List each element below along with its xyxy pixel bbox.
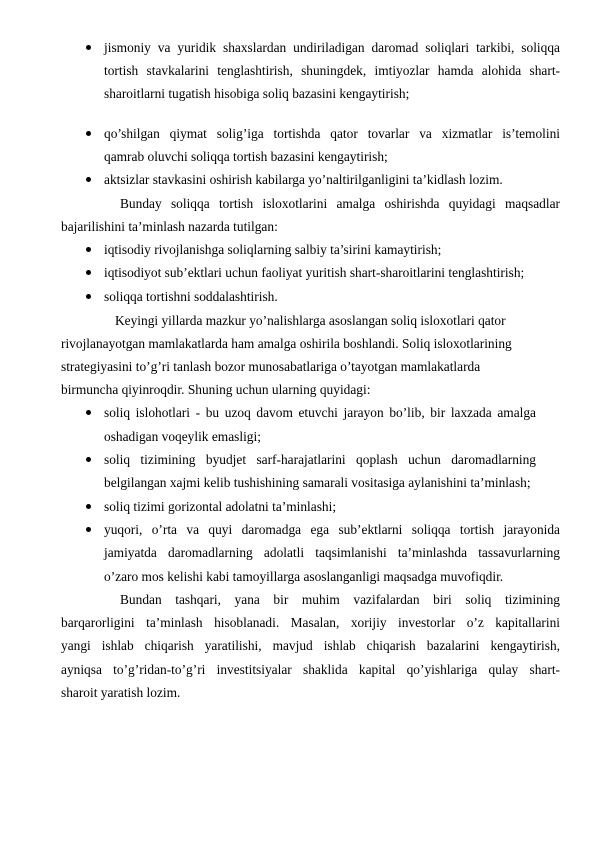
paragraph-3-line-1: Bundan tashqari, yana bir muhim vazifalardan biri soliq tizimining [120,592,560,607]
bullet-10-line-3: o’zaro mos kelishi kabi tamoyillarga asoslanganligi maqsadga muvofiqdir. [104,569,504,584]
paragraph-1-line-2: bajarilishini ta’minlash nazarda tutilgan: [61,219,278,234]
bullet-7-line-2: oshadigan voqeylik emasligi; [104,429,261,444]
bullet-icon [86,504,91,509]
bullet-1-line-1: jismoniy va yuridik shaxslardan undiriladigan daromad soliqlari tarkibi, soliqqa [104,40,560,55]
bullet-10-line-2: jamiyatda daromadlarning adolatli taqsimlanishi ta’minlashda tassavurlarning [104,545,560,560]
bullet-icon [86,177,91,182]
bullet-icon [86,131,91,136]
paragraph-2-line-2: rivojlanayotgan mamlakatlarda ham amalga oshirila boshlandi. Soliq isloxotlarining [61,336,512,351]
bullet-icon [86,457,91,462]
bullet-6-line-1: soliqqa tortishni soddalashtirish. [104,289,278,304]
bullet-icon [86,527,91,532]
bullet-icon [86,294,91,299]
bullet-1-line-2: tortish stavkalarini tenglashtirish, shuningdek, imtiyozlar hamda alohida shart- [104,63,560,78]
paragraph-2-line-3: strategiyasini to’g’ri tanlash bozor munosabatlariga o’tayotgan mamlakatlarda [61,359,481,374]
bullet-4-line-1: iqtisodiy rivojlanishga soliqlarning salbiy ta’sirini kamaytirish; [104,242,442,257]
bullet-2-line-2: qamrab oluvchi soliqqa tortish bazasini kengaytirish; [104,149,388,164]
paragraph-2-line-1: Keyingi yillarda mazkur yo’nalishlarga asoslangan soliq isloxotlari qator [115,313,506,328]
paragraph-1-line-1: Bunday soliqqa tortish isloxotlarini amalga oshirishda quyidagi maqsadlar [120,196,560,211]
bullet-8-line-1: soliq tizimining byudjet sarf-harajatlarini qoplash uchun daromadlarning [104,452,536,467]
bullet-icon [86,410,91,415]
bullet-icon [86,247,91,252]
bullet-8-line-2: belgilangan xajmi kelib tushishining samarali vositasiga aylanishini ta’minlash; [104,475,531,490]
bullet-2-line-1: qo’shilgan qiymat solig’iga tortishda qator tovarlar va xizmatlar is’temolini [104,126,560,141]
bullet-7-line-1: soliq islohotlari - bu uzoq davom etuvchi jarayon bo’lib, bir laxzada amalga [104,405,536,420]
bullet-icon [86,270,91,275]
paragraph-2-line-4: birmuncha qiyinroqdir. Shuning uchun ularning quyidagi: [61,382,371,397]
paragraph-3-line-5: sharoit yaratish lozim. [61,685,181,700]
bullet-icon [86,45,91,50]
bullet-3-line-1: aktsizlar stavkasini oshirish kabilarga yo’naltirilganligini ta’kidlash lozim. [104,172,503,187]
bullet-10-line-1: yuqori, o’rta va quyi daromadga ega sub’ektlarni soliqqa tortish jarayonida [104,522,560,537]
paragraph-3-line-4: ayniqsa to’g’ridan-to’g’ri investitsiyalar shaklida kapital qo’yishlariga qulay shart- [61,662,560,677]
bullet-9-line-1: soliq tizimi gorizontal adolatni ta’minlashi; [104,499,337,514]
bullet-1-line-3: sharoitlarni tugatish hisobiga soliq bazasini kengaytirish; [104,86,410,101]
paragraph-3-line-3: yangi ishlab chiqarish yaratilishi, mavjud ishlab chiqarish bazalarini kengaytirish, [61,638,560,653]
bullet-5-line-1: iqtisodiyot sub’ektlari uchun faoliyat yuritish shart-sharoitlarini tenglashtirish; [104,265,525,280]
paragraph-3-line-2: barqarorligini ta’minlash hisoblanadi. Masalan, xorijiy investorlar o’z kapitallarini [61,615,560,630]
